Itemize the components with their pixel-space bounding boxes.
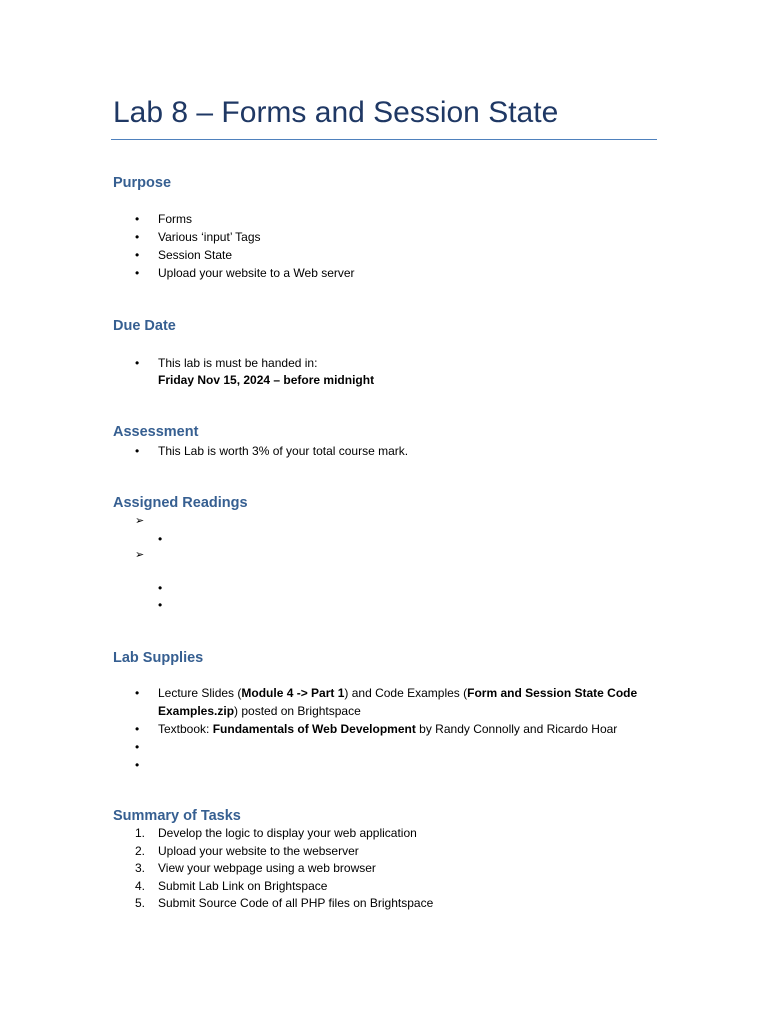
task-item: Upload your website to the webserver (158, 844, 359, 858)
bullet: • (135, 686, 140, 700)
due-date-text: This lab is must be handed in: (158, 356, 318, 370)
task-item: Submit Source Code of all PHP files on Brightspace (158, 896, 434, 910)
bullet: • (135, 212, 140, 226)
task-item: View your webpage using a web browser (158, 861, 376, 875)
arrow-bullet: ➢ (135, 549, 145, 561)
bullet: • (158, 532, 163, 546)
list-item: Forms (158, 212, 192, 226)
lab-supplies-item-slides-cont: Examples.zip) posted on Brightspace (158, 704, 361, 718)
lab-supplies-item-textbook: Textbook: Fundamentals of Web Development by Randy Connolly and Ricardo Hoar (158, 722, 618, 736)
bullet: • (135, 722, 140, 736)
list-number: 3. (135, 861, 146, 875)
bullet: • (135, 444, 140, 458)
bullet: • (135, 248, 140, 262)
list-number: 2. (135, 844, 146, 858)
bullet: • (135, 740, 140, 754)
summary-heading: Summary of Tasks (113, 808, 241, 824)
title-underline (111, 139, 657, 140)
bullet: • (135, 356, 140, 370)
list-item: Upload your website to a Web server (158, 266, 355, 280)
bullet: • (158, 581, 163, 595)
list-item: Session State (158, 248, 233, 262)
bullet: • (135, 230, 140, 244)
bullet: • (135, 758, 140, 772)
list-item: Various ‘input’ Tags (158, 230, 261, 244)
bullet: • (158, 598, 163, 612)
list-number: 1. (135, 826, 146, 840)
task-item: Develop the logic to display your web application (158, 826, 417, 840)
assessment-heading: Assessment (113, 424, 199, 440)
due-date-heading: Due Date (113, 318, 176, 334)
page-title: Lab 8 – Forms and Session State (113, 96, 559, 129)
assigned-readings-heading: Assigned Readings (113, 495, 248, 511)
lab-supplies-item-slides: Lecture Slides (Module 4 -> Part 1) and Code Examples (Form and Session State Code (158, 686, 638, 700)
lab-supplies-heading: Lab Supplies (113, 650, 204, 666)
list-number: 4. (135, 879, 146, 893)
arrow-bullet: ➢ (135, 515, 145, 527)
bullet: • (135, 266, 140, 280)
list-number: 5. (135, 896, 146, 910)
due-date-deadline: Friday Nov 15, 2024 – before midnight (158, 373, 375, 387)
purpose-heading: Purpose (113, 175, 172, 191)
assessment-text: This Lab is worth 3% of your total course mark. (158, 444, 409, 458)
task-item: Submit Lab Link on Brightspace (158, 879, 328, 893)
